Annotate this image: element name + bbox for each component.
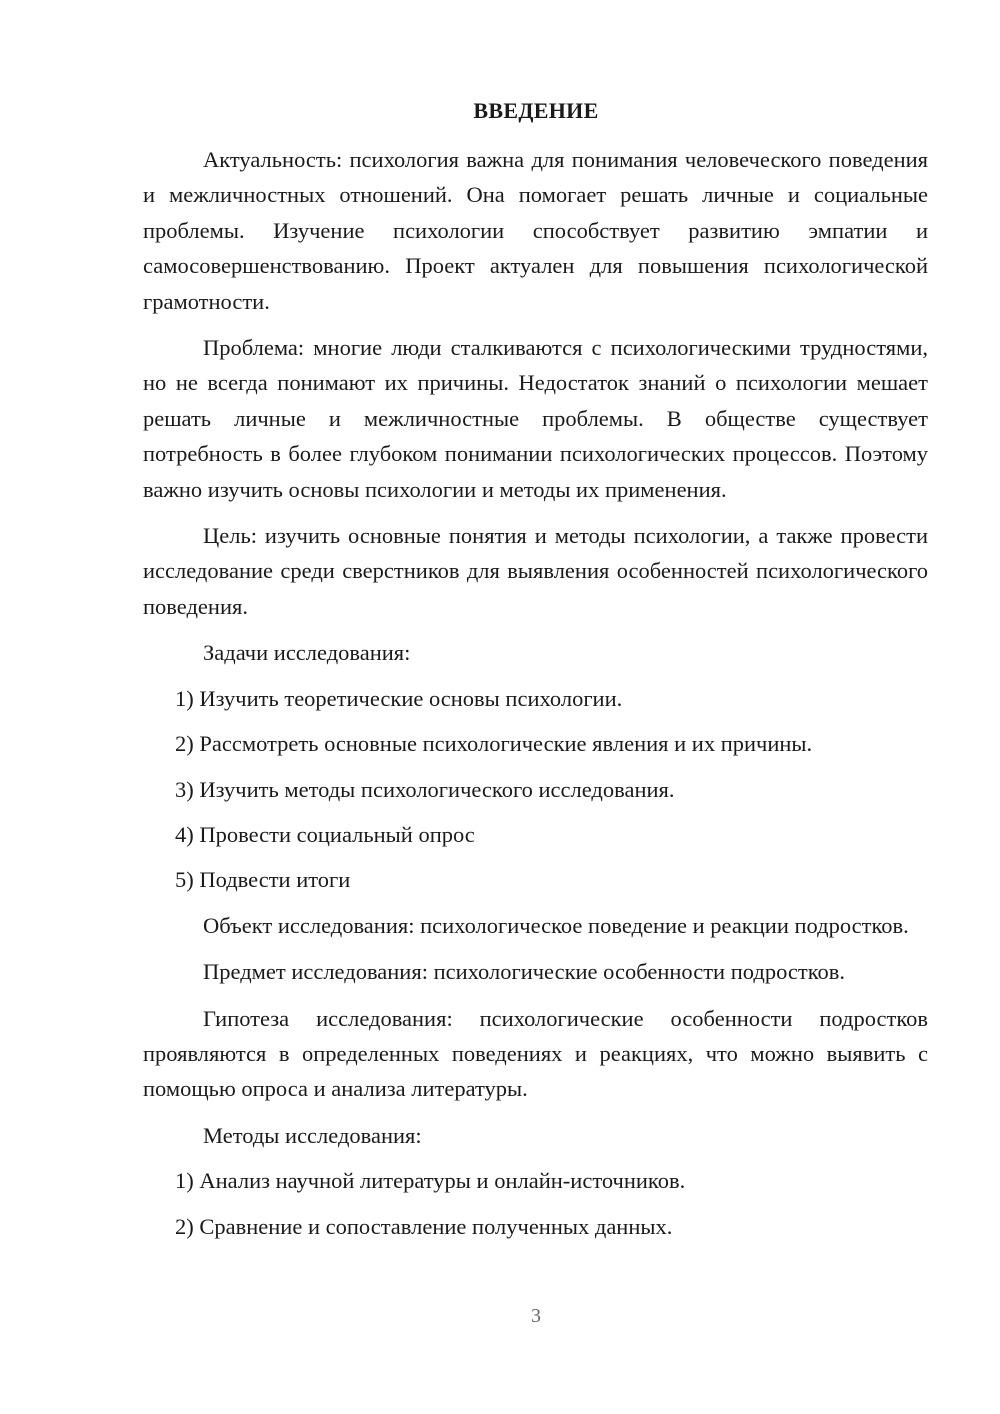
document-body — [143, 142, 928, 1254]
page-number: 3 — [531, 1305, 541, 1327]
methods-heading: Методы исследования: — [203, 1122, 422, 1148]
method-item: 1) Анализ научной литературы и онлайн-источников. — [175, 1168, 686, 1194]
hypothesis-paragraph: Гипотеза исследования: психологические особенности подростков проявляются в определенных поведениях и реакциях, что можно выявить с помощью опроса и анализа литературы. — [143, 1005, 928, 1102]
problem-paragraph: Проблема: многие люди сталкиваются с психологическими трудностями, но не всегда понимают их причины. Недостаток знаний о психологии мешает решать личные и межличностные проблемы. В обществе существует потребность в более глубоком понимании психологических процессов. Поэтому важно изучить основы психологии и методы их применения. — [143, 335, 928, 502]
task-item: 2) Рассмотреть основные психологические явления и их причины. — [175, 731, 813, 757]
goal-paragraph: Цель: изучить основные понятия и методы психологии, а также провести исследование среди сверстников для выявления особенностей психологического поведения. — [143, 523, 928, 619]
task-item: 5) Подвести итоги — [175, 867, 351, 893]
task-item: 4) Провести социальный опрос — [175, 821, 475, 847]
page-title: ВВЕДЕНИЕ — [473, 98, 599, 123]
relevance-paragraph: Актуальность: психология важна для понимания человеческого поведения и межличностных отношений. Она помогает решать личные и социальные проблемы. Изучение психологии способствует развитию эмпатии и самосовершенствованию. Проект актуален для повышения психологической грамотности. — [143, 147, 928, 314]
task-item: 1) Изучить теоретические основы психологии. — [175, 685, 623, 711]
object-paragraph: Объект исследования: психологическое поведение и реакции подростков. — [203, 912, 909, 938]
task-item: 3) Изучить методы психологического исследования. — [175, 776, 675, 802]
tasks-heading: Задачи исследования: — [203, 640, 411, 666]
method-item: 2) Сравнение и сопоставление полученных данных. — [175, 1213, 673, 1239]
subject-paragraph: Предмет исследования: психологические особенности подростков. — [203, 959, 845, 985]
